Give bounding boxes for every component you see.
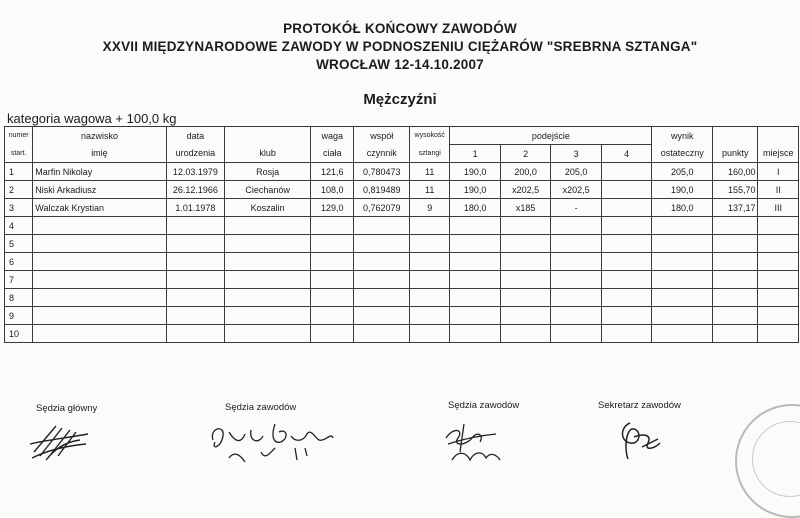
cell-attempt-1 (450, 217, 501, 235)
cell-attempt-1: 180,0 (450, 199, 501, 217)
cell-final-result (652, 217, 713, 235)
cell-birth-date (166, 271, 225, 289)
judge-1-label: Sędzia zawodów (225, 402, 297, 413)
cell-birth-date (166, 289, 225, 307)
weight-category: kategoria wagowa + 100,0 kg (7, 111, 177, 126)
cell-attempt-4 (601, 235, 652, 253)
cell-athlete-name (33, 325, 166, 343)
cell-birth-date (166, 253, 225, 271)
cell-coefficient: 0,780473 (354, 163, 410, 181)
col-name-bottom: imię (33, 145, 166, 163)
results-table (4, 126, 799, 343)
cell-attempt-4 (601, 307, 652, 325)
cell-attempt-2 (500, 253, 551, 271)
cell-attempt-2 (500, 217, 551, 235)
cell-place (758, 307, 799, 325)
cell-attempt-3: x202,5 (551, 181, 602, 199)
cell-final-result: 205,0 (652, 163, 713, 181)
cell-points: 137,17 (713, 199, 758, 217)
cell-place (758, 217, 799, 235)
cell-birth-date (166, 307, 225, 325)
col-bar-bottom: sztangi (410, 145, 450, 163)
cell-birth-date: 26.12.1966 (166, 181, 225, 199)
col-place: miejsce (758, 145, 799, 163)
table-row (5, 307, 799, 325)
cell-row-number: 10 (5, 325, 33, 343)
header-row-bottom (5, 145, 799, 163)
cell-body-weight: 129,0 (311, 199, 354, 217)
cell-final-result (652, 289, 713, 307)
cell-points (713, 289, 758, 307)
cell-final-result: 180,0 (652, 199, 713, 217)
cell-points: 155,70 (713, 181, 758, 199)
cell-points (713, 307, 758, 325)
table-row (5, 181, 799, 199)
secretary-signature (612, 413, 672, 463)
col-result-bottom: ostateczny (652, 145, 713, 163)
cell-row-number: 9 (5, 307, 33, 325)
cell-athlete-name (33, 235, 166, 253)
cell-birth-date (166, 325, 225, 343)
cell-attempt-2 (500, 307, 551, 325)
cell-attempt-4 (601, 253, 652, 271)
cell-bar-height (410, 289, 450, 307)
cell-row-number: 6 (5, 253, 33, 271)
cell-points (713, 235, 758, 253)
section-title: Mężczyźni (363, 91, 437, 108)
cell-body-weight (311, 307, 354, 325)
cell-club (225, 217, 311, 235)
cell-place (758, 253, 799, 271)
cell-coefficient: 0,762079 (354, 199, 410, 217)
col-name-top: nazwisko (33, 127, 166, 145)
col-bar-top: wysokość (410, 127, 450, 145)
col-attempts-header: podejście (450, 127, 652, 145)
cell-attempt-3: - (551, 199, 602, 217)
cell-coefficient: 0,819489 (354, 181, 410, 199)
cell-attempt-2 (500, 271, 551, 289)
cell-body-weight: 121,6 (311, 163, 354, 181)
col-attempt-3: 3 (551, 145, 602, 163)
signature-area (0, 398, 800, 465)
cell-body-weight (311, 235, 354, 253)
cell-row-number: 8 (5, 289, 33, 307)
cell-birth-date: 1.01.1978 (166, 199, 225, 217)
cell-club (225, 271, 311, 289)
cell-attempt-3 (551, 235, 602, 253)
table-row (5, 235, 799, 253)
cell-coefficient (354, 289, 410, 307)
cell-attempt-1 (450, 289, 501, 307)
cell-coefficient (354, 325, 410, 343)
cell-bar-height: 9 (410, 199, 450, 217)
table-row (5, 217, 799, 235)
cell-body-weight (311, 217, 354, 235)
cell-bar-height: 11 (410, 181, 450, 199)
cell-attempt-4 (601, 289, 652, 307)
cell-attempt-4 (601, 181, 652, 199)
header-row-top (5, 127, 799, 145)
cell-birth-date: 12.03.1979 (166, 163, 225, 181)
cell-club (225, 235, 311, 253)
cell-row-number: 2 (5, 181, 33, 199)
col-weight-top: waga (311, 127, 354, 145)
cell-coefficient (354, 253, 410, 271)
cell-place: II (758, 181, 799, 199)
cell-birth-date (166, 217, 225, 235)
col-place-top (758, 127, 799, 145)
table-row (5, 253, 799, 271)
secretary-label: Sekretarz zawodów (598, 400, 681, 411)
col-club-top (225, 127, 311, 145)
cell-final-result (652, 253, 713, 271)
cell-attempt-2: x202,5 (500, 181, 551, 199)
cell-row-number: 7 (5, 271, 33, 289)
cell-row-number: 5 (5, 235, 33, 253)
cell-bar-height (410, 271, 450, 289)
cell-place (758, 325, 799, 343)
title-line-1: PROTOKÓŁ KOŃCOWY ZAWODÓW (283, 21, 517, 36)
col-number-top: numer (5, 127, 33, 145)
cell-body-weight (311, 325, 354, 343)
cell-club (225, 253, 311, 271)
title-line-3: WROCŁAW 12-14.10.2007 (316, 57, 484, 72)
col-weight-bottom: ciała (311, 145, 354, 163)
col-coef-bottom: czynnik (354, 145, 410, 163)
cell-bar-height (410, 235, 450, 253)
cell-points: 160,00 (713, 163, 758, 181)
cell-attempt-1 (450, 235, 501, 253)
head-judge-signature (26, 420, 96, 465)
cell-place: I (758, 163, 799, 181)
cell-points (713, 217, 758, 235)
cell-athlete-name: Marfin Nikolay (33, 163, 166, 181)
cell-attempt-3 (551, 271, 602, 289)
cell-athlete-name (33, 217, 166, 235)
cell-attempt-1 (450, 271, 501, 289)
cell-attempt-2 (500, 325, 551, 343)
cell-attempt-4 (601, 163, 652, 181)
table-row (5, 163, 799, 181)
cell-athlete-name (33, 253, 166, 271)
cell-club: Ciechanów (225, 181, 311, 199)
cell-bar-height (410, 307, 450, 325)
cell-club (225, 307, 311, 325)
cell-body-weight (311, 289, 354, 307)
cell-attempt-3 (551, 253, 602, 271)
col-number-bottom: start. (5, 145, 33, 163)
cell-attempt-4 (601, 271, 652, 289)
cell-attempt-1 (450, 325, 501, 343)
cell-final-result (652, 235, 713, 253)
cell-attempt-2 (500, 289, 551, 307)
cell-place (758, 235, 799, 253)
cell-attempt-3 (551, 325, 602, 343)
cell-club: Koszalin (225, 199, 311, 217)
judge-2-signature (440, 416, 510, 465)
cell-bar-height: 11 (410, 163, 450, 181)
table-row (5, 271, 799, 289)
cell-club: Rosja (225, 163, 311, 181)
col-attempt-2: 2 (500, 145, 551, 163)
cell-points (713, 253, 758, 271)
col-attempt-4: 4 (601, 145, 652, 163)
col-coef-top: współ (354, 127, 410, 145)
cell-final-result (652, 307, 713, 325)
cell-attempt-1 (450, 253, 501, 271)
cell-attempt-1: 190,0 (450, 163, 501, 181)
cell-bar-height (410, 217, 450, 235)
cell-coefficient (354, 235, 410, 253)
cell-final-result: 190,0 (652, 181, 713, 199)
cell-row-number: 4 (5, 217, 33, 235)
cell-points (713, 271, 758, 289)
cell-bar-height (410, 325, 450, 343)
table-row (5, 289, 799, 307)
cell-place (758, 289, 799, 307)
cell-club (225, 325, 311, 343)
table-row (5, 199, 799, 217)
cell-row-number: 1 (5, 163, 33, 181)
col-club: klub (225, 145, 311, 163)
results-body (5, 163, 799, 343)
cell-coefficient (354, 271, 410, 289)
document-header (0, 20, 800, 74)
cell-place (758, 271, 799, 289)
col-points: punkty (713, 145, 758, 163)
cell-athlete-name: Niski Arkadiusz (33, 181, 166, 199)
cell-bar-height (410, 253, 450, 271)
title-line-2: XXVII MIĘDZYNARODOWE ZAWODY W PODNOSZENIU CIĘŻARÓW "SREBRNA SZTANGA" (102, 39, 698, 54)
col-points-top (713, 127, 758, 145)
cell-attempt-2 (500, 235, 551, 253)
cell-attempt-3 (551, 289, 602, 307)
cell-attempt-3 (551, 217, 602, 235)
cell-place: III (758, 199, 799, 217)
cell-athlete-name (33, 307, 166, 325)
judge-2-label: Sędzia zawodów (448, 400, 520, 411)
table-row (5, 325, 799, 343)
cell-body-weight: 108,0 (311, 181, 354, 199)
cell-athlete-name: Walczak Krystian (33, 199, 166, 217)
cell-attempt-3: 205,0 (551, 163, 602, 181)
cell-attempt-2: x185 (500, 199, 551, 217)
cell-body-weight (311, 253, 354, 271)
col-attempt-1: 1 (450, 145, 501, 163)
judge-1-signature (205, 418, 355, 465)
cell-attempt-4 (601, 325, 652, 343)
cell-coefficient (354, 217, 410, 235)
col-dob-bottom: urodzenia (166, 145, 225, 163)
cell-birth-date (166, 235, 225, 253)
head-judge-label: Sędzia główny (36, 403, 98, 414)
cell-athlete-name (33, 289, 166, 307)
cell-final-result (652, 271, 713, 289)
cell-body-weight (311, 271, 354, 289)
cell-attempt-2: 200,0 (500, 163, 551, 181)
cell-attempt-1: 190,0 (450, 181, 501, 199)
cell-athlete-name (33, 271, 166, 289)
col-dob-top: data (166, 127, 225, 145)
cell-points (713, 325, 758, 343)
cell-final-result (652, 325, 713, 343)
cell-club (225, 289, 311, 307)
cell-attempt-4 (601, 199, 652, 217)
cell-attempt-1 (450, 307, 501, 325)
cell-attempt-3 (551, 307, 602, 325)
cell-attempt-4 (601, 217, 652, 235)
cell-coefficient (354, 307, 410, 325)
col-result-top: wynik (652, 127, 713, 145)
cell-row-number: 3 (5, 199, 33, 217)
